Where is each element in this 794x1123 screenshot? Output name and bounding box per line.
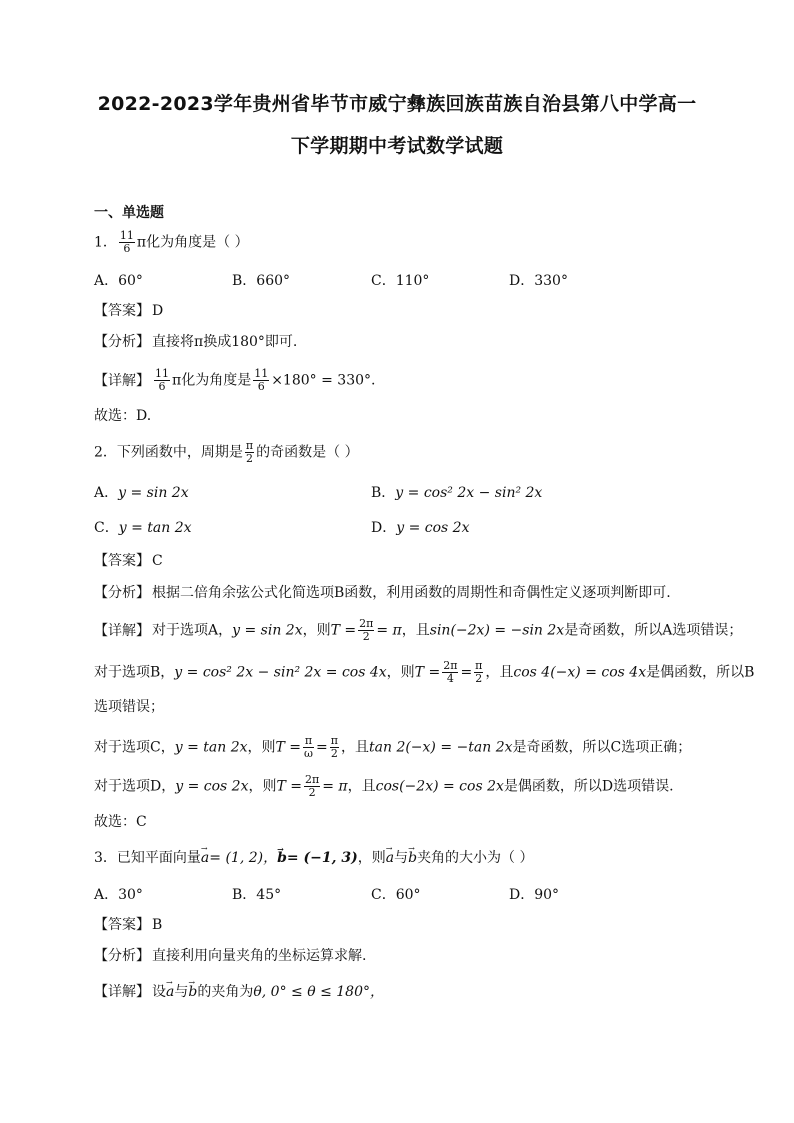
q3-option-c: C．60° <box>371 887 421 903</box>
q1-detail: 【详解】 $\frac{11}{6}$ π化为角度是 $\frac{11}{6}$ ×180° = 330°. <box>94 367 376 393</box>
q1-option-a: A．60° <box>94 273 143 289</box>
section-header: 一、单选题 <box>94 205 164 221</box>
q2-detail-b-cont: 选项错误； <box>94 699 164 715</box>
q2-analysis: 【分析】 根据二倍角余弦公式化简选项B函数，利用函数的周期性和奇偶性定义逐项判断即可. <box>94 585 671 601</box>
question-number: 1． <box>94 234 117 251</box>
q2-detail-a: 【详解】 对于选项A，y = sin 2x，则T = $\frac{2\pi}{2}$ = π，且sin(−2x) = −sin 2x是奇函数，所以A选项错误； <box>94 617 743 643</box>
q2-option-b: B．y = cos² 2x − sin² 2x <box>371 485 543 501</box>
q1-analysis: 【分析】 直接将π换成180°即可. <box>94 334 298 350</box>
question-1 <box>94 230 249 255</box>
document-title-line2: 下学期期中考试数学试题 <box>290 135 504 157</box>
q2-conclusion: 故选：C <box>94 814 147 830</box>
q2-option-c: C．y = tan 2x <box>94 520 192 536</box>
q3-answer: 【答案】 B <box>94 917 163 933</box>
q2-detail-d: 对于选项D，y = cos 2x，则T = $\frac{2\pi}{2}$ = π，且cos(−2x) = cos 2x是偶函数，所以D选项错误. <box>94 773 674 799</box>
q3-analysis: 【分析】 直接利用向量夹角的坐标运算求解. <box>94 948 367 964</box>
q3-detail: 【详解】 设→ a与→ b的夹角为θ, 0° ≤ θ ≤ 180°， <box>94 982 384 1002</box>
q1-answer: 【答案】 D <box>94 303 164 319</box>
question-text: π化为角度是（ ） <box>136 234 249 251</box>
q1-conclusion: 故选：D. <box>94 408 152 424</box>
q2-option-d: D．y = cos 2x <box>371 520 470 536</box>
fraction: $\frac{11}{6}$ <box>119 229 134 255</box>
q2-detail-b: 对于选项B，y = cos² 2x − sin² 2x = cos 4x，则T = $\frac{2\pi}{4}$ = $\frac{\pi}{2}$ ，且cos 4(−x) = cos 4x是偶函数，所以B <box>94 659 755 685</box>
q1-option-d: D．330° <box>509 273 568 289</box>
q1-option-c: C．110° <box>371 273 430 289</box>
q2-answer: 【答案】 C <box>94 553 163 569</box>
question-3: 3．已知平面向量→ a= (1, 2)，→ b= (−1, 3)，则→ a与→ b夹角的大小为（ ） <box>94 848 534 868</box>
q3-option-a: A．30° <box>94 887 143 903</box>
q3-option-d: D．90° <box>509 887 560 903</box>
q1-option-b: B．660° <box>232 273 291 289</box>
q3-option-b: B．45° <box>232 887 282 903</box>
question-2: 2．下列函数中，周期是 $\frac{\pi}{2}$ 的奇函数是（ ） <box>94 439 359 465</box>
q2-option-a: A．y = sin 2x <box>94 485 189 501</box>
document-title-line1: 2022-2023学年贵州省毕节市威宁彝族回族苗族自治县第八中学高一 <box>97 93 697 115</box>
q2-detail-c: 对于选项C，y = tan 2x，则T = $\frac{\pi}{\omega}$ = $\frac{\pi}{2}$ ，且tan 2(−x) = −tan 2x是奇函数，所以C选项正确； <box>94 734 692 760</box>
